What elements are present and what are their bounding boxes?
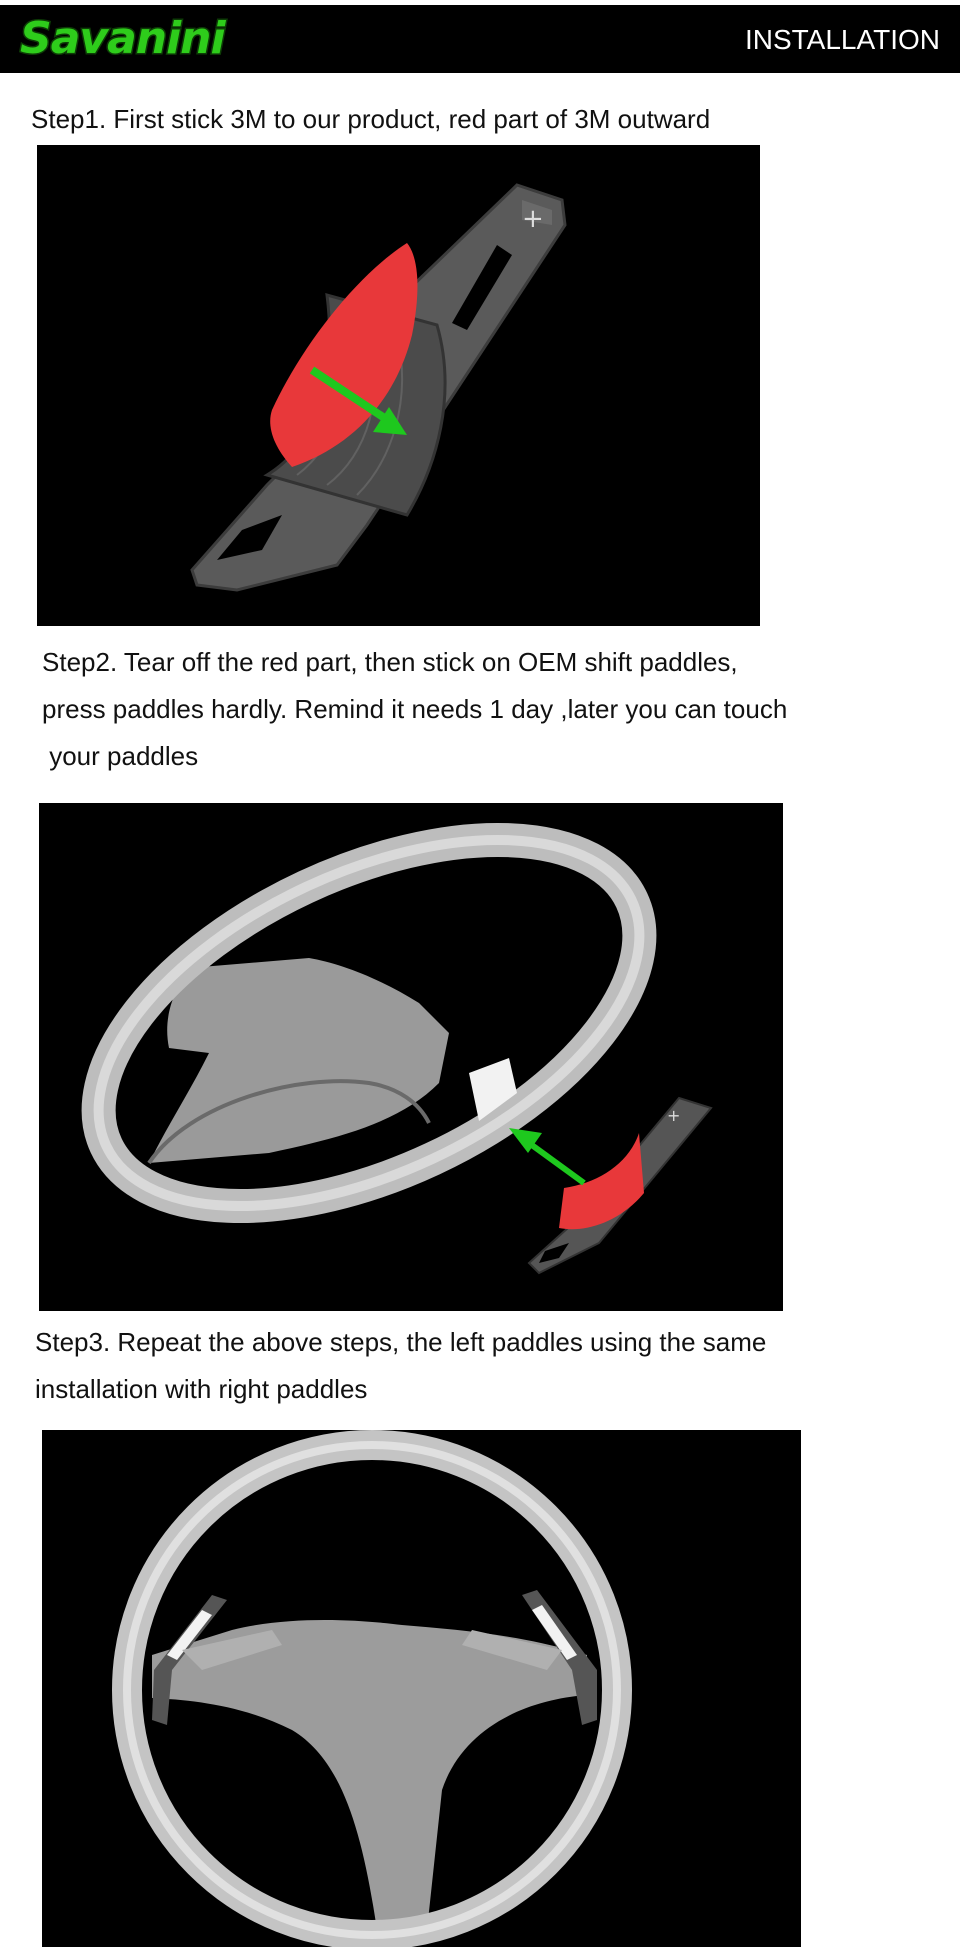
step-3-line-2: installation with right paddles <box>35 1374 368 1404</box>
step-3-image <box>42 1430 801 1947</box>
header-title: INSTALLATION <box>744 24 940 55</box>
steering-wheel-install-illustration <box>39 803 783 1311</box>
paddle-with-tape-illustration <box>37 145 760 626</box>
brand-logo: Savanini <box>20 13 225 64</box>
step-1-image <box>37 145 760 626</box>
svg-text:+: + <box>667 1106 681 1125</box>
step-2-text <box>42 639 787 780</box>
step-3-line-1: Step3. Repeat the above steps, the left paddles using the same <box>35 1327 767 1357</box>
step-2-image <box>39 803 783 1311</box>
step-1-text <box>31 96 710 143</box>
header-bar <box>0 5 960 73</box>
step-2-line-2: press paddles hardly. Remind it needs 1 day ,later you can touch <box>42 694 788 724</box>
steering-wheel-front-illustration <box>42 1430 801 1947</box>
step-2-line-3: your paddles <box>42 741 199 771</box>
step-1-line-1: Step1. First stick 3M to our product, red part of 3M outward <box>31 104 711 134</box>
svg-text:+: + <box>522 204 544 234</box>
step-2-line-1: Step2. Tear off the red part, then stick on OEM shift paddles, <box>42 647 738 677</box>
step-3-text <box>35 1319 766 1413</box>
